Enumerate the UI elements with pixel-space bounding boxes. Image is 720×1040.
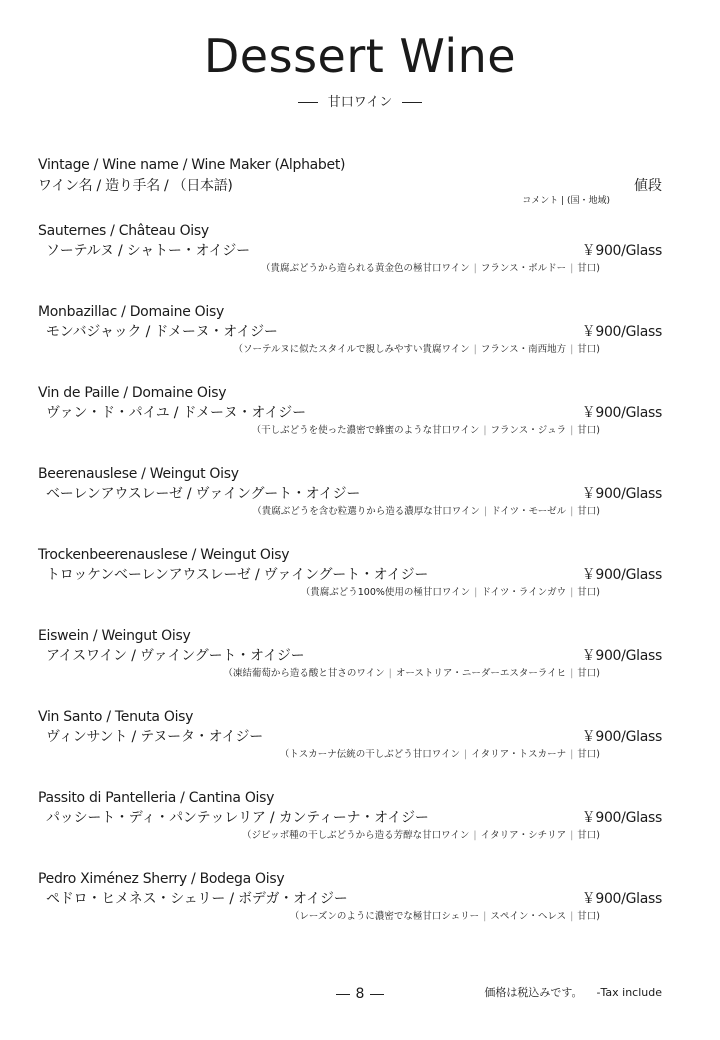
wine-price: ￥900/Glass [581, 891, 662, 907]
separator: | [483, 506, 488, 517]
subtitle-dash-right [402, 102, 422, 103]
separator: | [570, 506, 574, 517]
wine-price: ￥900/Glass [581, 405, 662, 421]
wine-type: 甘口) [577, 668, 600, 679]
wine-name-en: Eiswein / Weingut Oisy [38, 628, 191, 644]
wine-price: ￥900/Glass [581, 324, 662, 340]
wine-comment-text: （貴腐ぶどう100%使用の極甘口ワイン [300, 587, 471, 598]
separator: | [473, 263, 477, 274]
wine-name-jp: ペドロ・ヒメネス・シェリー / ボデガ・オイジー [46, 891, 348, 907]
header-legend-jp: ワイン名 / 造り手名 / （日本語) [38, 178, 233, 194]
separator: | [483, 425, 487, 436]
wine-entry [38, 302, 662, 383]
separator: | [570, 344, 574, 355]
wine-type: 甘口) [577, 749, 600, 760]
wine-region: ドイツ・ラインガウ [481, 587, 567, 598]
wine-name-en: Sauternes / Château Oisy [38, 223, 209, 239]
wine-entry [38, 869, 662, 950]
wine-comment-text: （ジビッボ種の干しぶどうから造る芳醇な甘口ワイン [242, 830, 470, 841]
separator: | [570, 425, 574, 436]
page-number-text: 8 [355, 986, 365, 1002]
wine-name-jp: アイスワイン / ヴァイングート・オイジー [46, 648, 305, 664]
separator: | [473, 344, 477, 355]
wine-comment [233, 343, 600, 357]
header-legend-en: Vintage / Wine name / Wine Maker (Alphabet) [38, 157, 346, 173]
separator: | [463, 749, 468, 760]
wine-entry [38, 788, 662, 869]
wine-price: ￥900/Glass [581, 729, 662, 745]
wine-comment-text: （レーズンのように濃密でな極甘口シェリー [289, 911, 480, 922]
wine-entry [38, 221, 662, 302]
wine-name-en: Vin Santo / Tenuta Oisy [38, 709, 194, 725]
wine-comment [252, 424, 600, 438]
wine-comment-text: （トスカーナ伝統の干しぶどう甘口ワイン [279, 749, 460, 760]
wine-name-jp: ヴァン・ド・パイユ / ドメーヌ・オイジー [46, 405, 306, 421]
page-title: Dessert Wine [203, 29, 517, 83]
tax-note-jp: 価格は税込みです。 [484, 986, 583, 999]
wine-region: フランス・ボルドー [480, 263, 567, 274]
wine-region: ドイツ・モーゼル [491, 506, 567, 517]
wine-region: フランス・南西地方 [480, 344, 567, 355]
separator: | [570, 830, 574, 841]
wine-region: イタリア・トスカーナ [471, 749, 567, 760]
wine-type: 甘口) [577, 344, 600, 355]
wine-entry [38, 707, 662, 788]
wine-name-en: Pedro Ximénez Sherry / Bodega Oisy [38, 871, 285, 887]
wine-price: ￥900/Glass [581, 567, 662, 583]
separator: | [474, 587, 478, 598]
wine-comment-text: （貴腐ぶどうを含む粒選りから造る濃厚な甘口ワイン [252, 506, 480, 517]
separator: | [570, 749, 574, 760]
subtitle-dash-left [298, 102, 318, 103]
wine-type: 甘口) [577, 506, 600, 517]
wine-comment [261, 262, 600, 276]
wine-type: 甘口) [577, 830, 600, 841]
wine-name-jp: トロッケンベーレンアウスレーゼ / ヴァイングート・オイジー [46, 567, 429, 583]
page-dash-left [336, 994, 350, 995]
wine-comment [242, 829, 600, 843]
wine-name-jp: ベーレンアウスレーゼ / ヴァイングート・オイジー [46, 486, 361, 502]
wine-region: オーストリア・ニーダーエスターライヒ [395, 668, 567, 679]
wine-price: ￥900/Glass [581, 648, 662, 664]
wine-region: フランス・ジュラ [490, 425, 567, 436]
header-comment-label: コメント | (国・地域) [522, 196, 610, 206]
separator: | [483, 911, 487, 922]
wine-name-en: Beerenauslese / Weingut Oisy [38, 466, 239, 482]
wine-name-en: Passito di Pantelleria / Cantina Oisy [38, 790, 275, 806]
wine-entry [38, 545, 662, 626]
subtitle-text: 甘口ワイン [327, 95, 393, 110]
wine-price: ￥900/Glass [581, 810, 662, 826]
wine-type: 甘口) [577, 263, 600, 274]
wine-comment [290, 910, 600, 924]
tax-note [484, 984, 662, 1002]
wine-comment [280, 748, 600, 762]
wine-price: ￥900/Glass [581, 243, 662, 259]
wine-comment [301, 586, 600, 600]
header-price-label: 値段 [634, 178, 662, 194]
wine-type: 甘口) [577, 911, 600, 922]
separator: | [570, 668, 574, 679]
page-subtitle [0, 93, 720, 113]
wine-comment-text: （ソーテルヌに似たスタイルで親しみやすい貴腐ワイン [233, 344, 470, 355]
wine-name-jp: モンバジャック / ドメーヌ・オイジー [46, 324, 278, 340]
page-dash-right [370, 994, 384, 995]
wine-name-en: Monbazillac / Domaine Oisy [38, 304, 224, 320]
separator: | [570, 587, 574, 598]
wine-region: スペイン・ヘレス [490, 911, 567, 922]
wine-comment-text: （貴腐ぶどうから造られる黄金色の極甘口ワイン [260, 263, 470, 274]
wine-name-jp: パッシート・ディ・パンテッレリア / カンティーナ・オイジー [46, 810, 429, 826]
wine-comment [223, 667, 600, 681]
wine-comment-text: （凍結葡萄から造る酸と甘さのワイン [223, 668, 385, 679]
wine-entry [38, 464, 662, 545]
wine-entry [38, 626, 662, 707]
wine-list [38, 221, 662, 950]
wine-name-en: Vin de Paille / Domaine Oisy [38, 385, 227, 401]
wine-comment-text: （干しぶどうを使った濃密で蜂蜜のような甘口ワイン [251, 425, 480, 436]
wine-name-en: Trockenbeerenauslese / Weingut Oisy [38, 547, 290, 563]
wine-price: ￥900/Glass [581, 486, 662, 502]
wine-region: イタリア・シチリア [480, 830, 567, 841]
wine-name-jp: ヴィンサント / テヌータ・オイジー [46, 729, 264, 745]
wine-type: 甘口) [577, 587, 600, 598]
wine-entry [38, 383, 662, 464]
wine-name-jp: ソーテルヌ / シャトー・オイジー [46, 243, 250, 259]
wine-comment [252, 505, 600, 519]
separator: | [570, 263, 574, 274]
separator: | [473, 830, 477, 841]
separator: | [570, 911, 574, 922]
separator: | [388, 668, 392, 679]
wine-type: 甘口) [577, 425, 600, 436]
tax-note-en: -Tax include [596, 986, 662, 999]
